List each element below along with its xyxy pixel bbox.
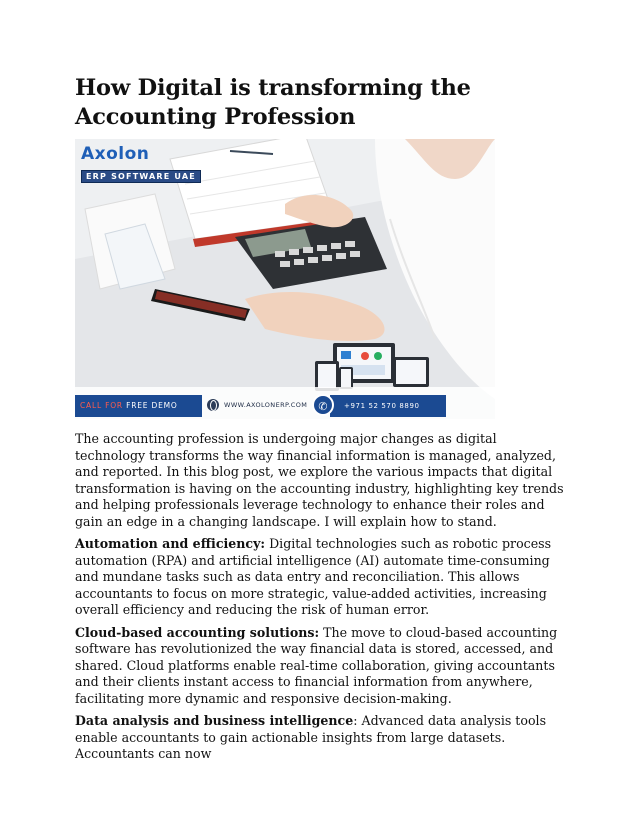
- section-text: : Advanced data analysis tools enable accountants to gain actionable insights from large datasets. Accountants can now: [75, 713, 547, 761]
- call-for-demo-badge: [75, 395, 202, 417]
- globe-icon: [207, 399, 219, 411]
- section-automation: [75, 536, 565, 619]
- hero-image: [75, 139, 495, 419]
- website-badge: [207, 399, 307, 411]
- phone-icon: ✆: [312, 394, 334, 416]
- section-text: Digital technologies such as robotic process automation (RPA) and artificial intelligence (AI) automate time-consuming and mundane tasks such as data entry and reconciliation. This allows accountants to focus on more strategic, value-added activities, increasing overall efficiency and reducing the risk of human error.: [75, 536, 552, 617]
- section-heading: Cloud-based accounting solutions:: [75, 624, 320, 640]
- brand-logo: [81, 145, 231, 183]
- cta-prefix: CALL FOR: [80, 401, 123, 410]
- brand-name: Axolon: [81, 144, 150, 164]
- intro-paragraph: The accounting profession is undergoing major changes as digital technology transforms the way financial information is managed, analyzed, and reported. In this blog post, we explore the various impacts that digital transformation is having on the accounting industry, highlighting key trends and helping professionals leverage technology to enhance their roles and gain an edge in a changing landscape. I will explain how to stand.: [75, 431, 564, 529]
- website-text: WWW.AXOLONERP.COM: [224, 401, 308, 409]
- cta-suffix: FREE DEMO: [122, 401, 178, 410]
- brand-subtitle: ERP SOFTWARE UAE: [81, 170, 201, 183]
- phone-text: +971 52 570 8890: [344, 402, 420, 410]
- section-text: The move to cloud-based accounting software has revolutionized the way financial data is stored, accessed, and shared. Cloud platforms enable real-time collaboration, giving accountants and their clients instant access to financial information from anywhere, facilitating more dynamic and responsive decision-making.: [75, 624, 558, 706]
- section-cloud: [75, 625, 565, 708]
- section-heading: Data analysis and business intelligence: [75, 713, 354, 728]
- article-body: [75, 431, 565, 769]
- section-data-analysis: [75, 713, 565, 763]
- article-title: How Digital is transforming the Accounting Profession: [75, 75, 471, 130]
- section-heading: Automation and efficiency:: [75, 536, 266, 551]
- phone-badge: [330, 395, 446, 417]
